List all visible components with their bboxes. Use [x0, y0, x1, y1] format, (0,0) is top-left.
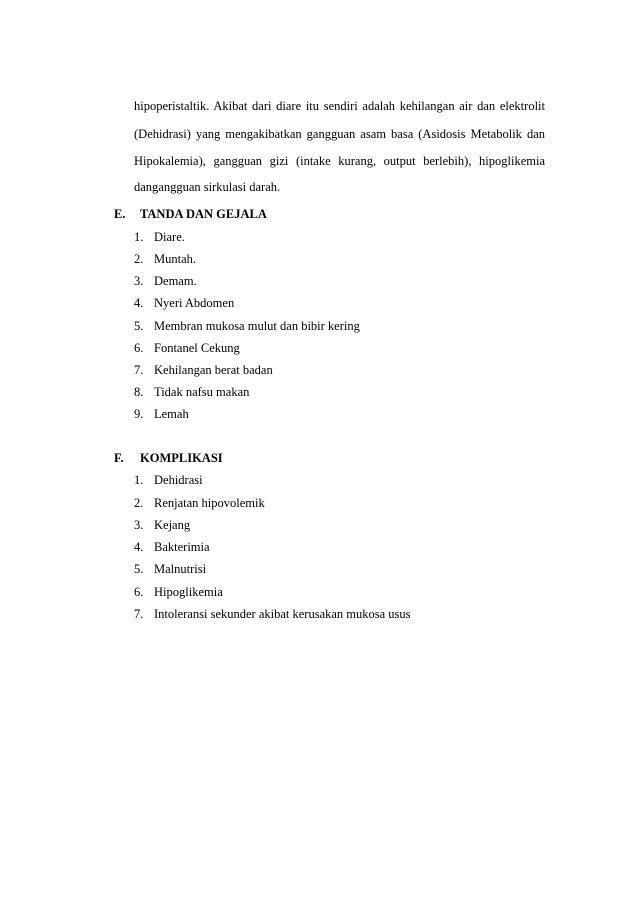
list-number: 3.	[134, 274, 144, 288]
intro-line: dangangguan sirkulasi darah.	[134, 180, 281, 194]
list-number: 9.	[134, 407, 144, 421]
section-tanda-dan-gejala	[114, 206, 554, 426]
list-item	[134, 273, 197, 289]
list-number: 5.	[134, 319, 144, 333]
section-title: TANDA DAN GEJALA	[140, 207, 267, 221]
list-number: 1.	[134, 473, 144, 487]
list-item	[134, 495, 265, 511]
list-item	[134, 340, 240, 356]
list-number: 6.	[134, 341, 144, 355]
list-item	[134, 406, 189, 422]
section-title: KOMPLIKASI	[140, 451, 223, 465]
intro-line: hipoperistaltik. Akibat dari diare itu sendiri adalah kehilangan air dan elektrolit	[134, 99, 545, 113]
list-text: Intoleransi sekunder akibat kerusakan mukosa usus	[154, 607, 411, 621]
list-item	[134, 584, 223, 600]
list-number: 5.	[134, 562, 144, 576]
list-item	[134, 517, 190, 533]
list-number: 8.	[134, 385, 144, 399]
list-number: 3.	[134, 518, 144, 532]
list-item	[134, 229, 185, 245]
list-text: Hipoglikemia	[154, 585, 223, 599]
list-item	[134, 384, 249, 400]
list-item	[134, 295, 234, 311]
section-letter: E.	[114, 207, 126, 221]
list-number: 2.	[134, 496, 144, 510]
list-text: Fontanel Cekung	[154, 341, 240, 355]
list-number: 7.	[134, 607, 144, 621]
list-number: 6.	[134, 585, 144, 599]
list-item	[134, 561, 206, 577]
list-text: Lemah	[154, 407, 189, 421]
list-text: Renjatan hipovolemik	[154, 496, 265, 510]
list-text: Dehidrasi	[154, 473, 203, 487]
list-item	[134, 251, 196, 267]
section-heading	[114, 450, 223, 466]
list-text: Demam.	[154, 274, 197, 288]
list-number: 4.	[134, 540, 144, 554]
list-text: Diare.	[154, 230, 185, 244]
list-text: Malnutrisi	[154, 562, 207, 576]
list-item	[134, 472, 203, 488]
list-text: Nyeri Abdomen	[154, 296, 235, 310]
list-text: Membran mukosa mulut dan bibir kering	[154, 319, 360, 333]
list-text: Tidak nafsu makan	[154, 385, 250, 399]
list-text: Bakterimia	[154, 540, 210, 554]
list-text: Kehilangan berat badan	[154, 363, 273, 377]
intro-paragraph	[134, 98, 545, 198]
list-number: 7.	[134, 363, 144, 377]
list-text: Kejang	[154, 518, 191, 532]
list-item	[134, 318, 360, 334]
list-item	[134, 362, 273, 378]
list-item	[134, 539, 210, 555]
list-item	[134, 606, 411, 622]
section-komplikasi	[114, 450, 554, 630]
intro-line: (Dehidrasi) yang mengakibatkan gangguan asam basa (Asidosis Metabolik dan	[134, 127, 545, 141]
section-heading	[114, 206, 267, 222]
list-number: 2.	[134, 252, 144, 266]
list-number: 4.	[134, 296, 144, 310]
list-number: 1.	[134, 230, 144, 244]
intro-line: Hipokalemia), gangguan gizi (intake kurang, output berlebih), hipoglikemia	[134, 154, 545, 168]
list-text: Muntah.	[154, 252, 197, 266]
section-letter: F.	[114, 451, 124, 465]
